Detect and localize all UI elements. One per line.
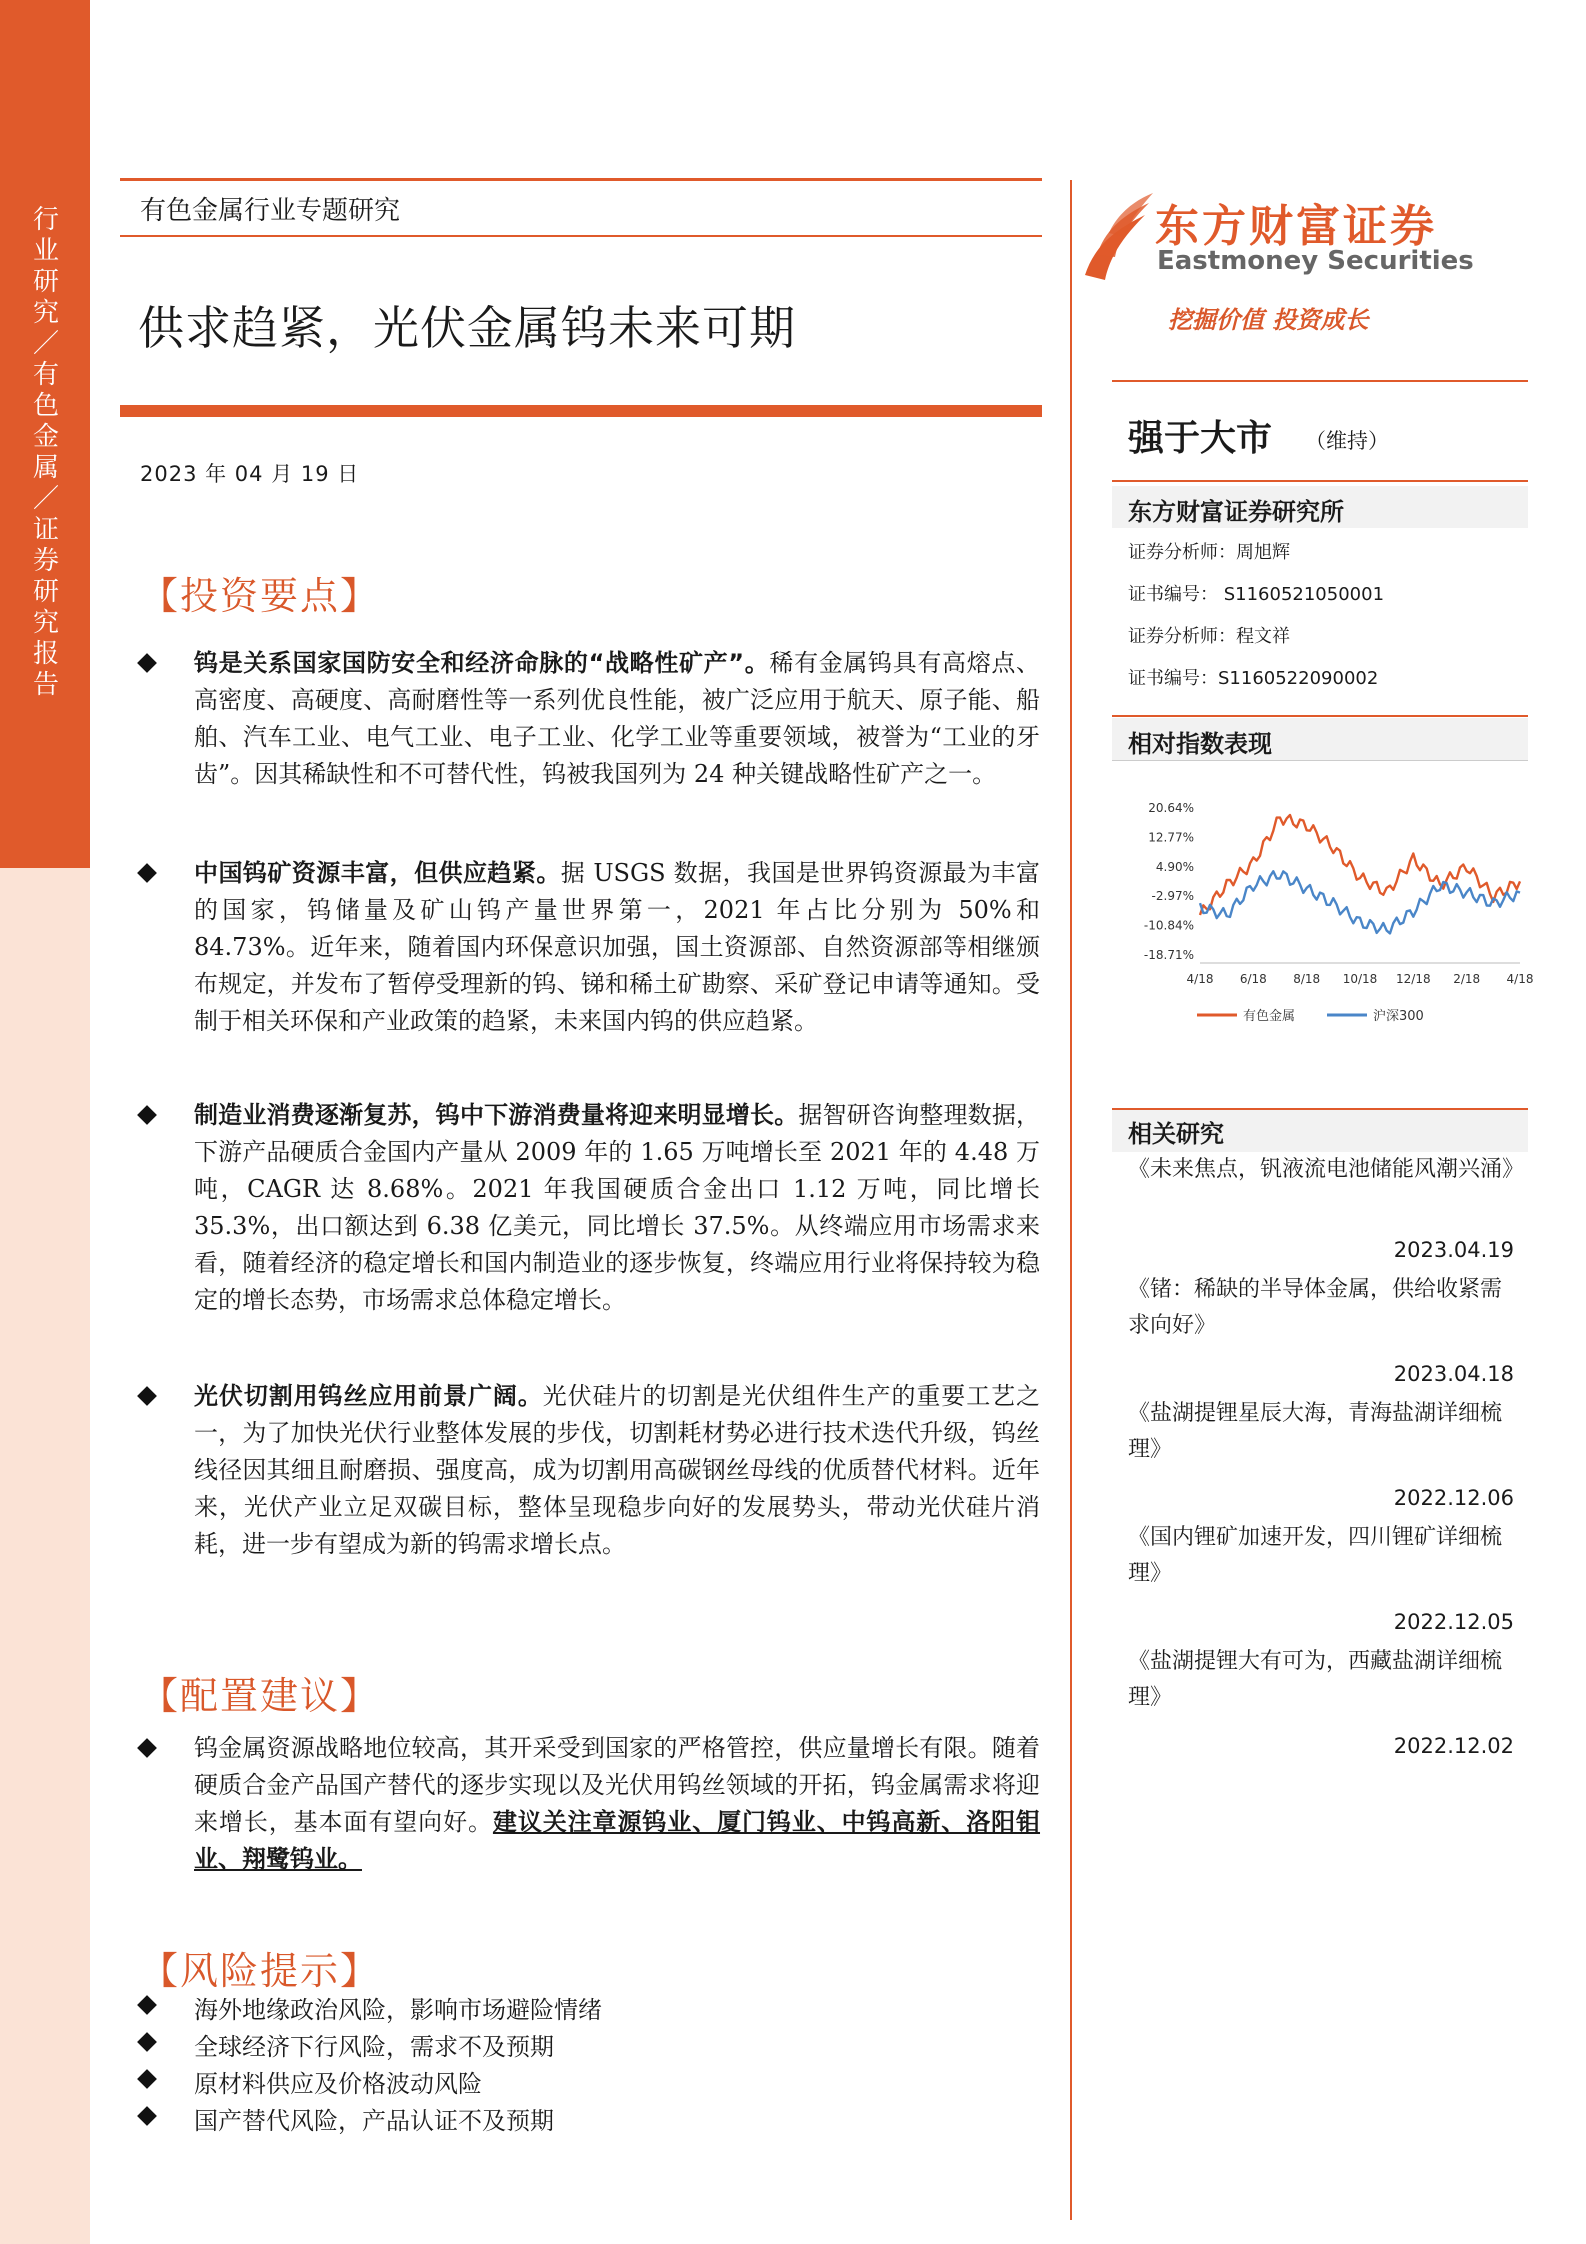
key-point-1-text: 稀有金属钨具有高熔点、高密度、高硬度、高耐磨性等一系列优良性能，被广泛应用于航天、原子能、船舶、汽车工业、电气工业、电子工业、化学工业等重要领域，被誉为“工业的牙齿”。因其稀缺性和不可替代性，钨被我国列为 24 种关键战略性矿产之一。 [194,649,1041,788]
rating-label: 强于大市 [1128,418,1273,459]
related-report-link[interactable]: 《盐湖提锂大有可为，西藏盐湖详细梳理》 [1128,1649,1503,1710]
chart-title-rule [1112,760,1528,761]
bullet-diamond-icon [137,653,157,673]
bullet-diamond-icon [137,2106,157,2126]
key-point-4 [140,1378,1040,1608]
key-point-3-text: 据智研咨询整理数据，下游产品硬质合金国内产量从 2009 年的 1.65 万吨增长至 2021 年的 4.48 万吨，CAGR 达 8.68%。2021 年我国硬质合金出口 1.12 万吨，同比增长 35.3%，出口额达到 6.38 亿美元，同比增长 37.5%。从终端应用市场需求来看，随着经济的稳定增长和国内制造业的逐步恢复，终端应用行业将保持较为稳定的增长态势，市场需求总体稳定增长。 [194,1101,1041,1314]
bullet-diamond-icon [137,1995,157,2015]
related-report-date: 2022.12.05 [1393,1610,1514,1634]
bullet-diamond-icon [137,863,157,883]
rating-note: （维持） [1305,429,1389,453]
chart-top-rule [1112,715,1528,717]
key-point-4-lead: 光伏切割用钨丝应用前景广阔。 [194,1382,543,1410]
sidebar-char: 色 [32,391,59,421]
related-report-link[interactable]: 《国内锂矿加速开发，四川锂矿详细梳理》 [1128,1525,1503,1586]
key-point-3-lead: 制造业消费逐渐复苏，钨中下游消费量将迎来明显增长。 [194,1101,799,1129]
x-tick-label: 10/18 [1342,972,1378,986]
sidebar-char: 券 [32,546,59,576]
x-tick-label: 2/18 [1453,972,1481,986]
sidebar-char: 告 [32,670,59,700]
brand-logo [1075,180,1475,290]
sidebar-char: 研 [32,267,59,297]
series-line-1 [1200,815,1520,915]
relative-index-chart [1112,790,1534,1040]
sidebar-char: 究 [32,298,59,328]
key-point-2-lead: 中国钨矿资源丰富，但供应趋紧。 [194,859,561,887]
bullet-diamond-icon [137,2032,157,2052]
key-point-3 [140,1097,1040,1367]
related-report-date: 2022.12.02 [1393,1734,1514,1758]
key-point-2 [140,855,1040,1085]
institute-name: 东方财富证券研究所 [1128,498,1344,526]
x-tick-label: 4/18 [1506,972,1534,986]
risk-heading: 【风险提示】 [140,1949,381,1993]
bullet-diamond-icon [137,1105,157,1125]
report-category: 有色金属行业专题研究 [140,196,401,226]
sidebar-char: 究 [32,608,59,638]
column-divider [1070,180,1072,2220]
header-top-rule [120,178,1042,181]
y-tick-label: 4.90% [1155,859,1194,874]
related-report-link[interactable]: 《锗：稀缺的半导体金属，供给收紧需求向好》 [1128,1277,1503,1338]
sidebar-char: 研 [32,577,59,607]
series-line-2 [1200,871,1520,933]
y-tick-label: -18.71% [1143,948,1194,962]
chart-svg [1112,790,1534,1040]
sidebar-char: 业 [32,236,59,266]
report-date: 2023 年 04 月 19 日 [140,462,360,486]
related-report-date: 2023.04.19 [1393,1238,1514,1262]
y-tick-label: 12.77% [1148,830,1194,845]
chart-title: 相对指数表现 [1128,730,1272,758]
legend-label: 有色金属 [1243,1009,1296,1024]
sidebar-char: 行 [32,205,59,235]
sidebar-char: 属 [32,453,59,483]
title-rule [120,405,1042,417]
key-point-1-lead: 钨是关系国家国防安全和经济命脉的“战略性矿产”。 [194,649,770,677]
x-tick-label: 4/18 [1186,972,1214,986]
allocation-heading: 【配置建议】 [140,1674,381,1718]
key-point-1 [140,645,1040,835]
rating-top-rule [1112,380,1528,382]
x-tick-label: 12/18 [1396,972,1431,986]
rating-bottom-rule [1112,480,1528,482]
y-tick-label: -10.84% [1143,918,1194,933]
related-report-date: 2022.12.06 [1393,1486,1514,1510]
analyst-line: 证书编号：S1160522090002 [1128,668,1379,689]
sidebar-char: 金 [32,422,59,452]
sidebar-char: 报 [32,639,59,669]
key-point-4-text: 光伏硅片的切割是光伏组件生产的重要工艺之一，为了加快光伏行业整体发展的步伐，切割耗材势必进行技术迭代升级，钨丝线径因其细且耐磨损、强度高，成为切割用高碳钢丝母线的优质替代材料。近年来，光伏产业立足双碳目标，整体呈现稳步向好的发展势头，带动光伏硅片消耗，进一步有望成为新的钨需求增长点。 [194,1382,1041,1558]
x-tick-label: 6/18 [1239,972,1267,986]
x-tick-label: 8/18 [1293,972,1321,986]
sidebar-char: 有 [32,360,59,390]
legend-label: 沪深300 [1373,1009,1424,1024]
bullet-diamond-icon [137,1738,157,1758]
page-title: 供求趋紧，光伏金属钨未来可期 [138,301,796,355]
allocation-point [140,1730,1040,1890]
sidebar-char: ／ [32,484,59,514]
related-title: 相关研究 [1128,1120,1224,1148]
bullet-diamond-icon [137,2069,157,2089]
related-report-link[interactable]: 《盐湖提锂星辰大海，青海盐湖详细梳理》 [1128,1401,1503,1462]
sidebar-label [24,205,68,701]
brand-slogan: 挖掘价值 投资成长 [1168,306,1369,334]
sidebar-char: ／ [32,329,59,359]
key-points-heading: 【投资要点】 [140,574,381,618]
analyst-line: 证券分析师：周旭辉 [1128,542,1290,563]
recommendation-link[interactable]: 建议关注章源钨业、厦门钨业、中钨高新、洛阳钼业、翔鹭钨业。 [194,1808,1041,1873]
related-report-link[interactable]: 《未来焦点，钒液流电池储能风潮兴涌》 [1128,1157,1525,1182]
y-tick-label: -2.97% [1151,889,1194,904]
analyst-line: 证书编号： S1160521050001 [1128,584,1385,605]
y-tick-label: 20.64% [1148,801,1194,815]
brand-name-cn: 东方财富证券 [1155,201,1437,252]
allocation-text: 钨金属资源战略地位较高，其开采受到国家的严格管控，供应量增长有限。随着硬质合金产品国产替代的逐步实现以及光伏用钨丝领域的开拓，钨金属需求将迎来增长，基本面有望向好。 [194,1734,1040,1836]
brand-flame-icon [1075,185,1155,285]
analyst-line: 证券分析师：程文祥 [1128,626,1290,647]
bullet-diamond-icon [137,1386,157,1406]
related-report-date: 2023.04.18 [1393,1362,1514,1386]
key-point-2-text: 据 USGS 数据，我国是世界钨资源最为丰富的国家，钨储量及矿山钨产量世界第一，2021 年占比分别为 50%和 84.73%。近年来，随着国内环保意识加强，国土资源部、自然资源部等相继颁布规定，并发布了暂停受理新的钨、锑和稀土矿勘察、采矿登记申请等通知。受制于相关环保和产业政策的趋紧，未来国内钨的供应趋紧。 [194,859,1040,1035]
brand-name-en: Eastmoney Securities [1157,246,1474,276]
header-bottom-rule [120,235,1042,237]
sidebar-char: 证 [32,515,59,545]
